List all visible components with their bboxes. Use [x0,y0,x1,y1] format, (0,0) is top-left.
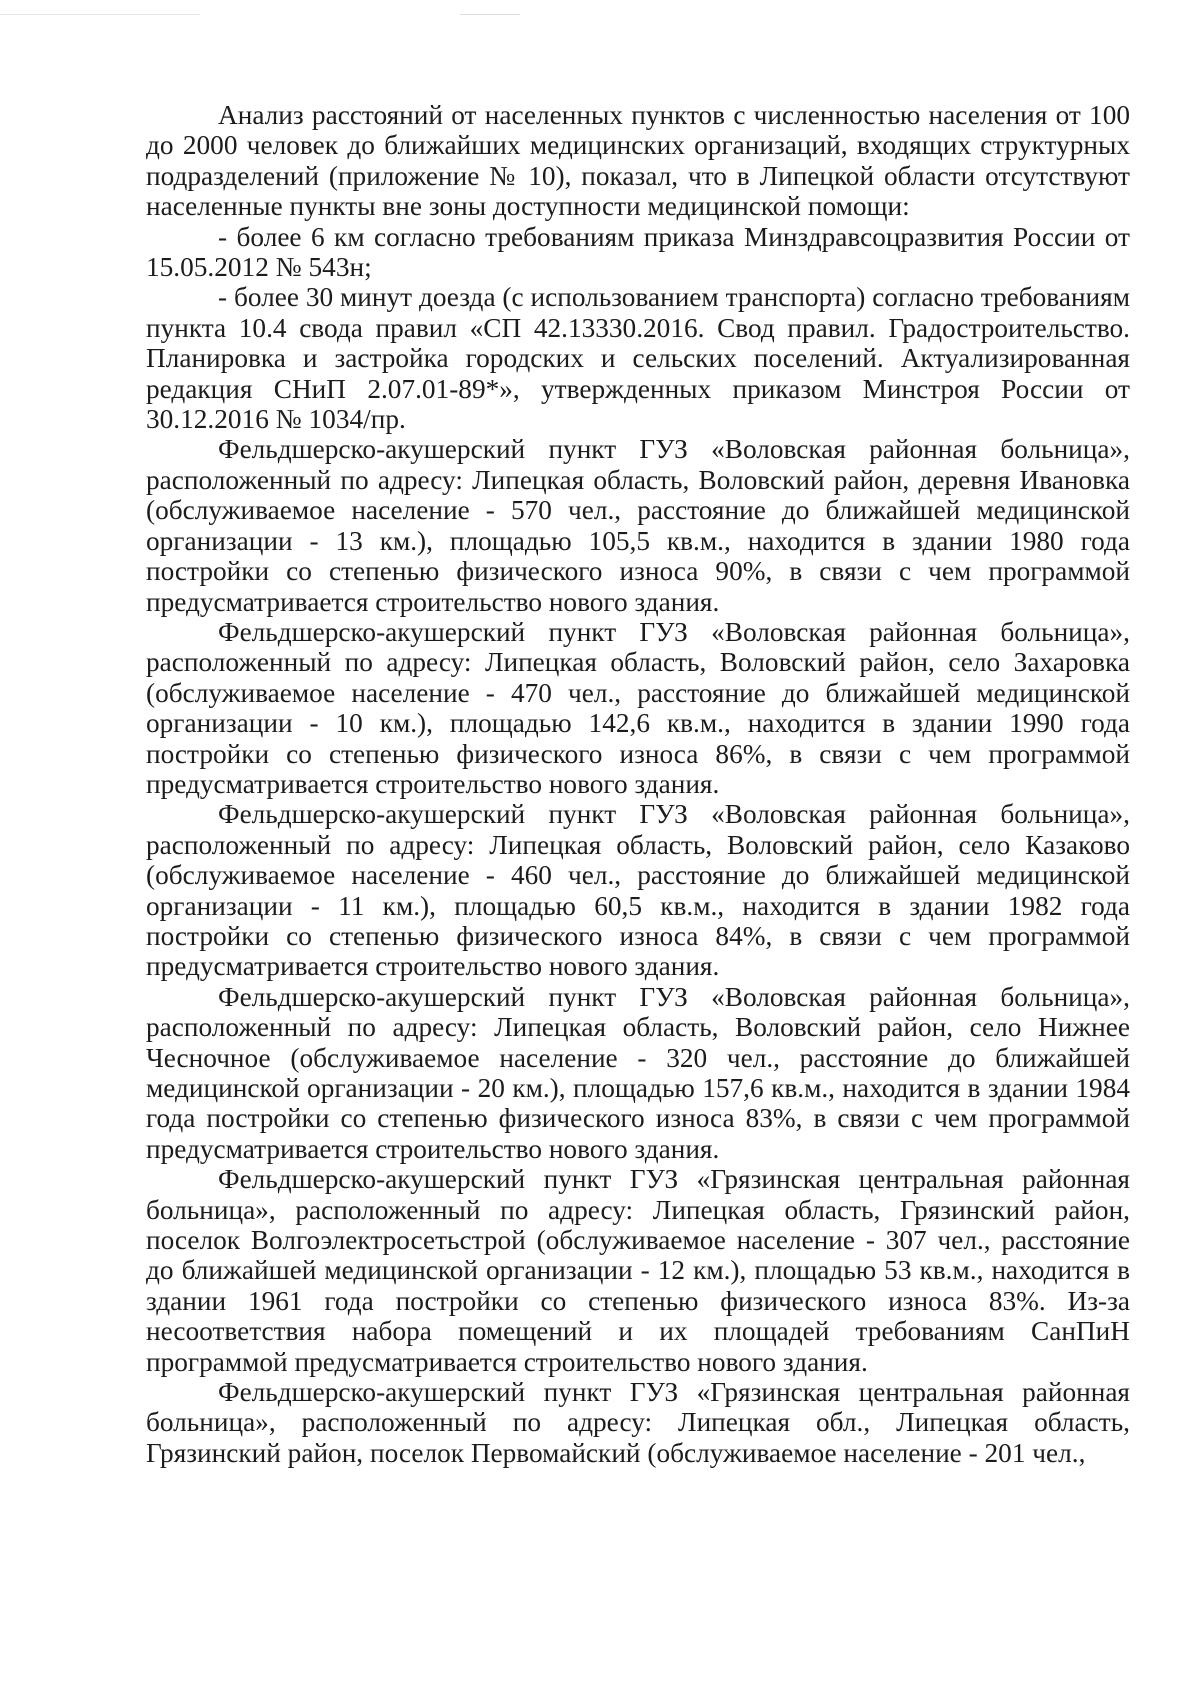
document-page [146,100,1130,1468]
paragraph-criterion-travel-time: - более 30 минут доезда (с использованием транспорта) согласно требованиям пункта 10.4 свода правил «СП 42.13330.2016. Свод правил. Градостроительство. Планировка и застройка городских и сельских поселений. Актуализированная редакция СНиП 2.07.01-89*», утвержденных приказом Минстроя России от 30.12.2016 № 1034/пр. [146,282,1130,435]
paragraph-criterion-distance: - более 6 км согласно требованиям приказа Минздравсоцразвития России от 15.05.2012 № 543н; [146,221,1130,283]
paragraph-fap-kazakovo: Фельдшерско-акушерский пункт ГУЗ «Воловская районная больница», расположенный по адресу: Липецкая область, Воловский район, село Казаково (обслуживаемое население - 460 чел., расстояние до ближайшей медицинской организации - 11 км.), площадью 60,5 кв.м., находится в здании 1982 года постройки со степенью физического износа 84%, в связи с чем программой предусматривается строительство нового здания. [146,799,1130,982]
paragraph-fap-volgoelektrosetstroy: Фельдшерско-акушерский пункт ГУЗ «Грязинская центральная районная больница», расположенный по адресу: Липецкая область, Грязинский район, поселок Волгоэлектросетьстрой (обслуживаемое население - 307 чел., расстояние до ближайшей медицинской организации - 12 км.), площадью 53 кв.м., находится в здании 1961 года постройки со степенью физического износа 83%. Из-за несоответствия набора помещений и их площадей требованиям СанПиН программой предусматривается строительство нового здания. [146,1164,1130,1377]
scan-edge-artifact [0,14,1200,15]
paragraph-analysis: Анализ расстояний от населенных пунктов с численностью населения от 100 до 2000 человек до ближайших медицинских организаций, входящих структурных подразделений (приложение № 10), показал, что в Липецкой области отсутствуют населенные пункты вне зоны доступности медицинской помощи: [146,100,1130,222]
paragraph-fap-pervomayskiy: Фельдшерско-акушерский пункт ГУЗ «Грязинская центральная районная больница», расположенный по адресу: Липецкая обл., Липецкая область, Грязинский район, поселок Первомайский (обслуживаемое население - 201 чел., [146,1377,1130,1468]
paragraph-fap-ivanovka: Фельдшерско-акушерский пункт ГУЗ «Воловская районная больница», расположенный по адресу: Липецкая область, Воловский район, деревня Ивановка (обслуживаемое население - 570 чел., расстояние до ближайшей медицинской организации - 13 км.), площадью 105,5 кв.м., находится в здании 1980 года постройки со степенью физического износа 90%, в связи с чем программой предусматривается строительство нового здания. [146,434,1130,617]
paragraph-fap-nizhnee-chesnochnoe: Фельдшерско-акушерский пункт ГУЗ «Воловская районная больница», расположенный по адресу: Липецкая область, Воловский район, село Нижнее Чесночное (обслуживаемое население - 320 чел., расстояние до ближайшей медицинской организации - 20 км.), площадью 157,6 кв.м., находится в здании 1984 года постройки со степенью физического износа 83%, в связи с чем программой предусматривается строительство нового здания. [146,981,1130,1164]
paragraph-fap-zakharovka: Фельдшерско-акушерский пункт ГУЗ «Воловская районная больница», расположенный по адресу: Липецкая область, Воловский район, село Захаровка (обслуживаемое население - 470 чел., расстояние до ближайшей медицинской организации - 10 км.), площадью 142,6 кв.м., находится в здании 1990 года постройки со степенью физического износа 86%, в связи с чем программой предусматривается строительство нового здания. [146,616,1130,799]
